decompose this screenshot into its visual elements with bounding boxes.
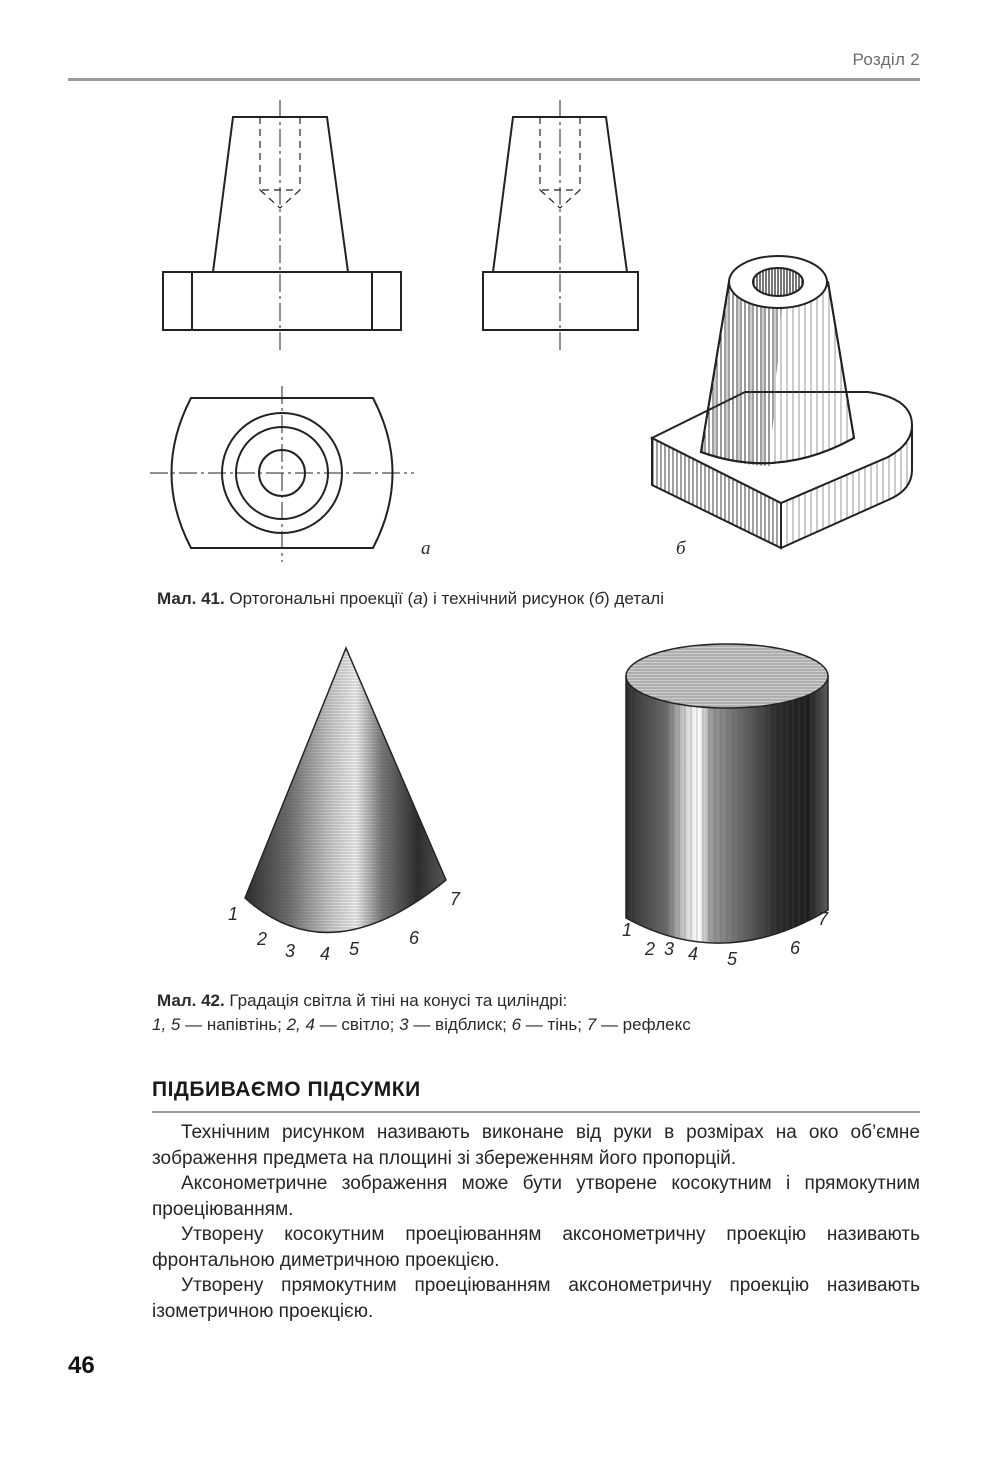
cylinder-number: 1 [622,920,633,940]
legend-text: відблиск [435,1015,503,1034]
summary-text [152,1120,920,1324]
cylinder-number: 7 [818,909,829,929]
summary-paragraph: Утворену прямокутним проеціюванням аксонометричну проекцію називають ізометричною проекцією. [152,1275,920,1322]
legend-keys: 7 [586,1015,597,1034]
cylinder-number: 6 [790,938,801,958]
summary-paragraph: Утворену косокутним проеціюванням аксонометричну проекцію називають фронтальною диметричною проекцією. [152,1224,920,1271]
caption-italic: а [413,589,423,608]
caption-text: Градація світла й тіні на конусі та циліндрі: [224,991,568,1010]
cone-number: 6 [409,928,420,948]
cylinder-number: 5 [727,949,738,969]
caption-italic: б [594,589,605,608]
caption-text: Ортогональні проекції ( [224,589,414,608]
section-header: Розділ 2 [852,50,920,69]
cone-number: 7 [450,889,461,909]
cone-number: 2 [257,929,268,949]
legend-keys: 2, 4 [286,1015,315,1034]
cone-drawing [245,648,446,932]
top-view [150,386,414,562]
figure-label-a: а [421,538,431,559]
technical-drawing [652,256,912,548]
legend-keys: 6 [511,1015,522,1034]
cone-number: 5 [349,939,360,959]
caption-text: ) деталі [604,589,664,608]
legend-text: напівтінь [206,1015,278,1034]
cone-number: 4 [320,944,331,964]
figure-42-legend: 1, 5 — напівтінь; 2, 4 — світло; 3 — відблиск; 6 — тінь; 7 — рефлекс [152,1015,691,1034]
cylinder-number: 2 [645,939,656,959]
section-rule [152,1111,920,1113]
cone-number: 3 [285,941,296,961]
caption-label: Мал. 42. [157,991,225,1010]
summary-paragraph: Аксонометричне зображення може бути утворене косокутним і прямокутним проеціюванням. [152,1173,920,1220]
cone-number: 1 [228,904,239,924]
cylinder-number: 4 [688,944,699,964]
legend-keys: 1, 5 [152,1015,181,1034]
legend-text: тінь [547,1015,578,1034]
cylinder-number: 3 [664,939,675,959]
summary-paragraph: Технічним рисунком називають виконане від руки в розмірах на око об’ємне зображення предмета на площині зі збереженням його пропорцій. [152,1122,920,1169]
figure-42-caption [157,991,567,1011]
page-number: 46 [68,1352,95,1379]
legend-text: світло [341,1015,390,1034]
caption-label: Мал. 41. [157,589,225,608]
figure-label-b: б [676,538,686,559]
caption-text: ) і технічний рисунок ( [422,589,595,608]
side-view [483,100,638,352]
legend-text: рефлекс [622,1015,691,1034]
cylinder-drawing [626,644,828,943]
figure-41-caption [157,589,664,609]
section-title: ПІДБИВАЄМО ПІДСУМКИ [152,1078,421,1101]
legend-keys: 3 [399,1015,409,1034]
front-view [163,100,401,352]
